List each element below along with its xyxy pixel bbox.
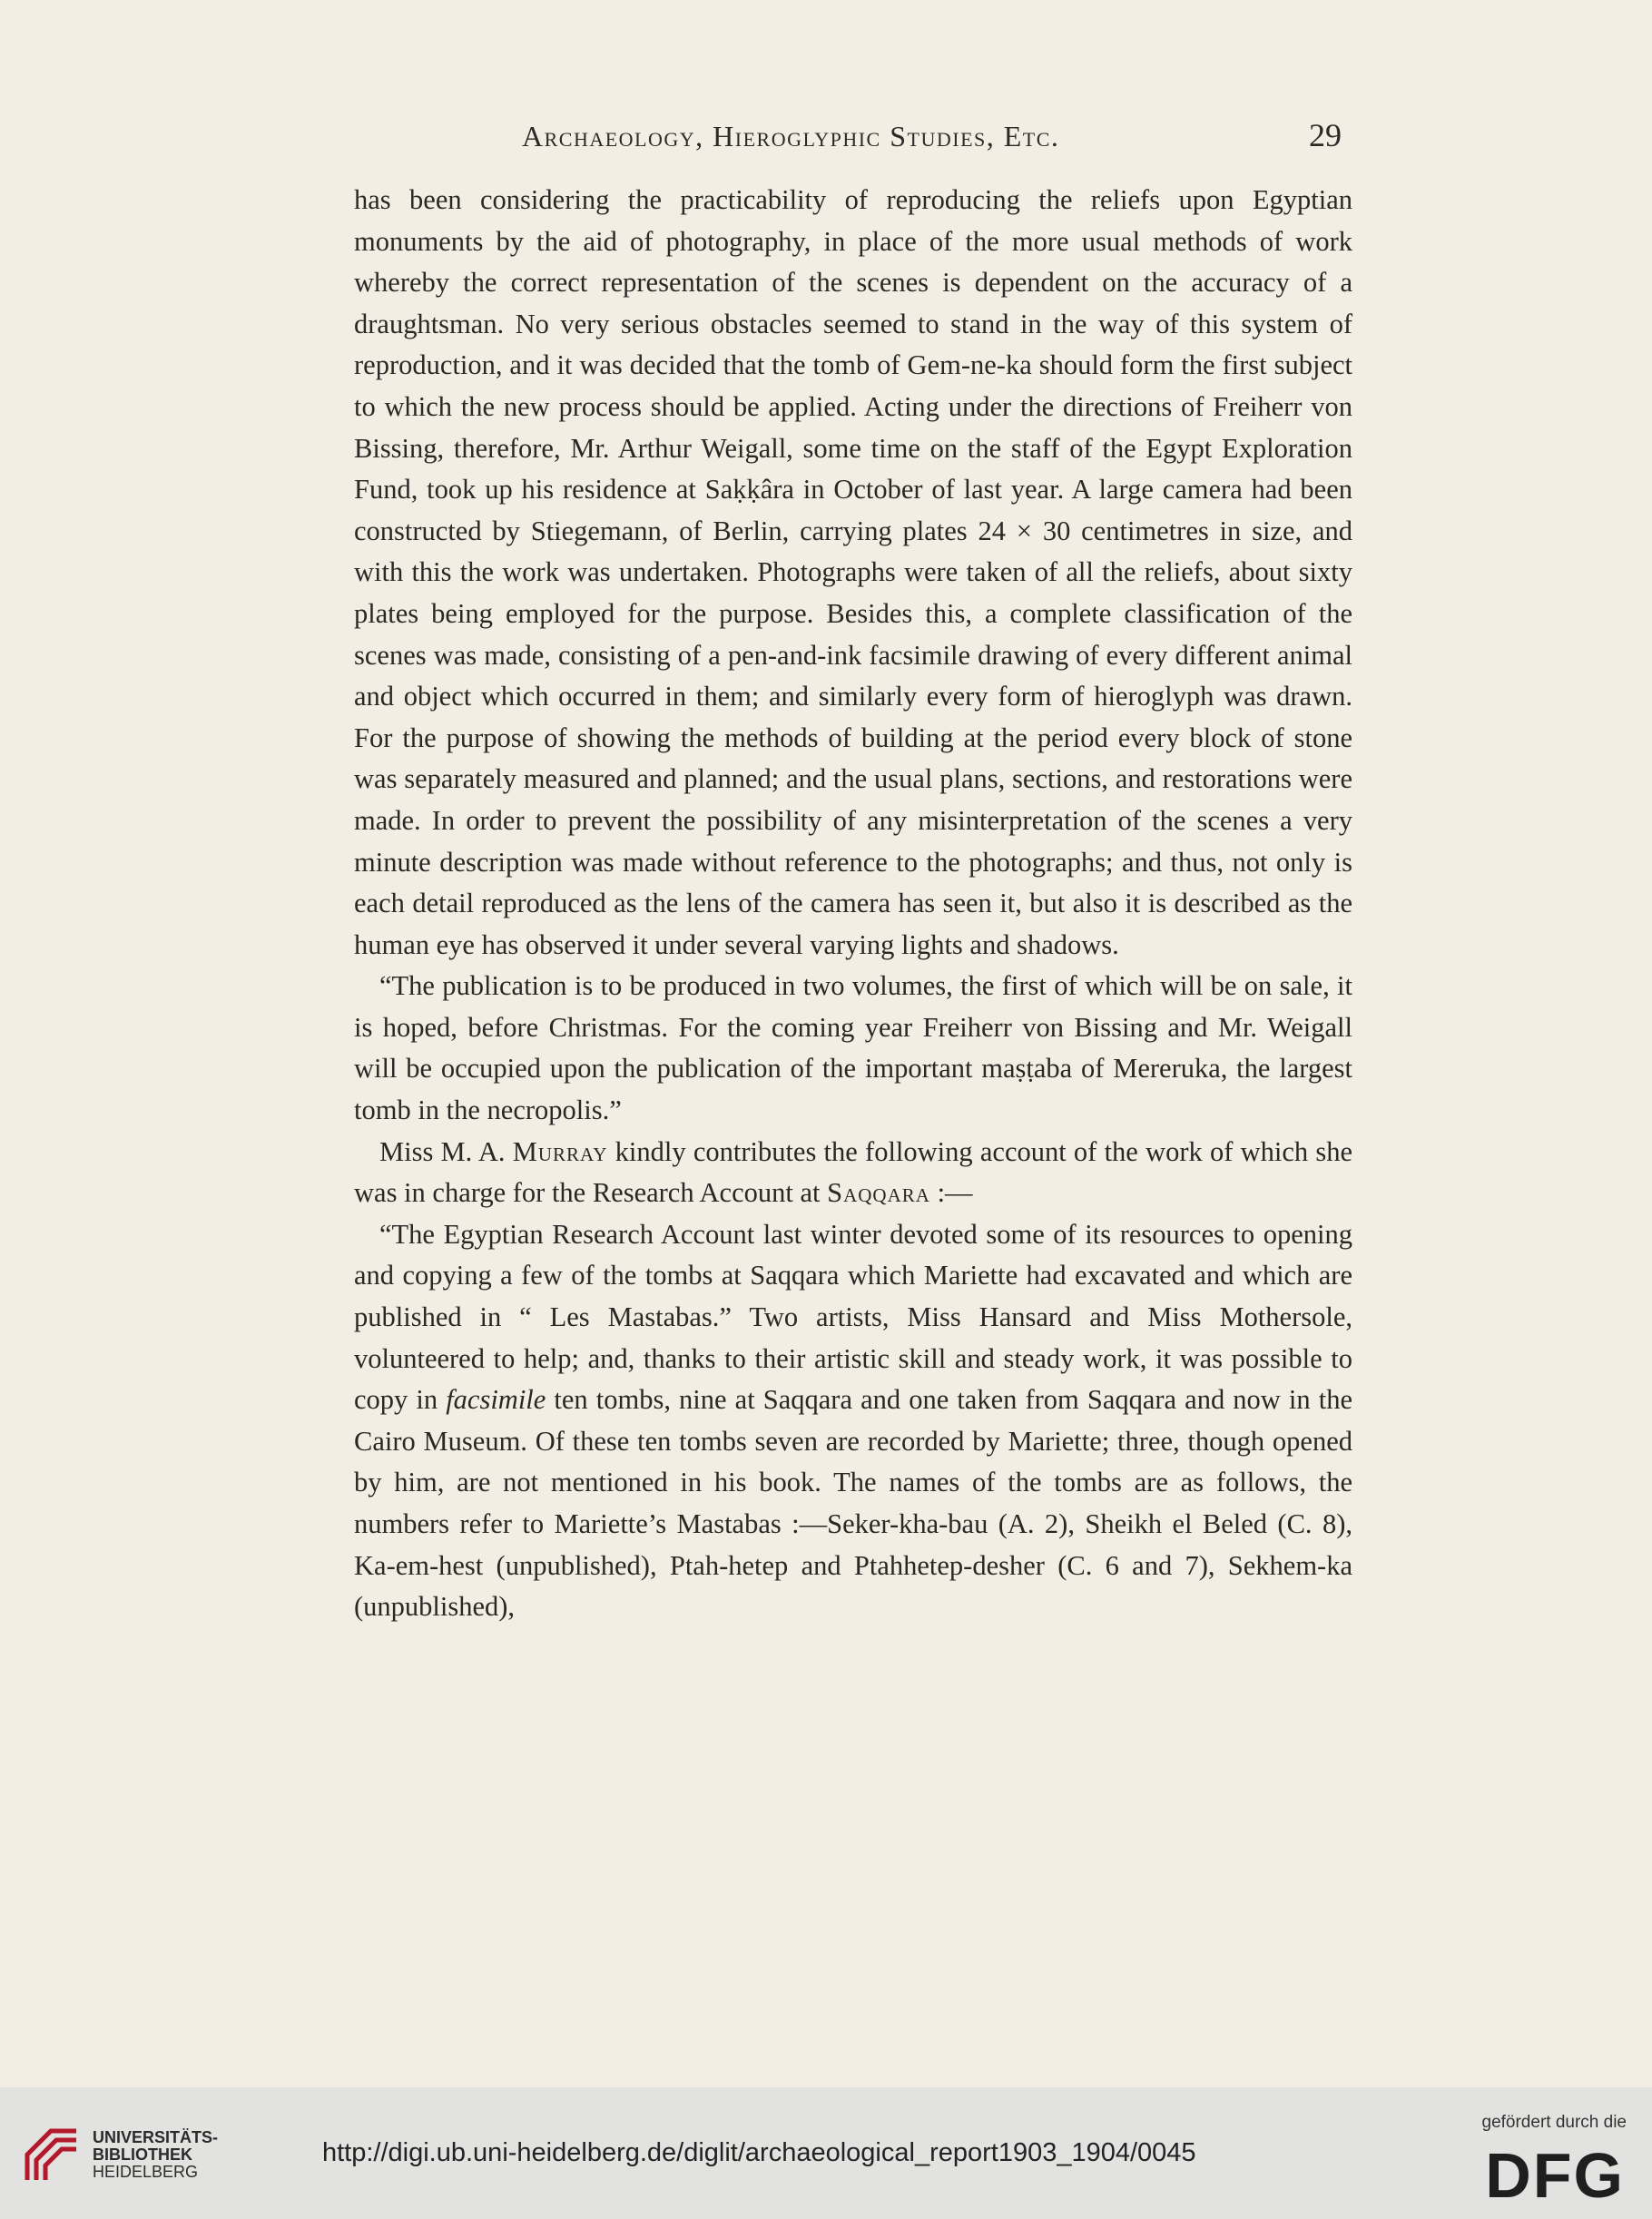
- library-name-line-1: UNIVERSITÄTS-: [93, 2128, 219, 2146]
- paragraph-3: [354, 1132, 1352, 1214]
- library-name[interactable]: [93, 2129, 218, 2181]
- italic-term: facsimile: [446, 1384, 546, 1416]
- funded-by-label: gefördert durch die: [1481, 2113, 1627, 2132]
- library-name-line-3: HEIDELBERG: [93, 2163, 199, 2181]
- library-name-line-2: BIBLIOTHEK: [93, 2145, 192, 2164]
- body-text: [354, 180, 1352, 1628]
- paragraph-2: “The publication is to be produced in two volumes, the first of which will be on sale, it is hoped, before Christmas. For the coming year Freiherr von Bissing and Mr. Weigall will be occupied upon the publication of the important maṣṭaba of Mereruka, the largest tomb in the necropolis.”: [354, 970, 1352, 1126]
- paragraph-3-text-a: Miss M. A.: [379, 1135, 513, 1167]
- university-library-logo-icon[interactable]: [20, 2124, 84, 2187]
- page-number: 29: [1309, 117, 1342, 153]
- running-title: Archaeology, Hieroglyphic Studies, Etc.: [522, 120, 1060, 152]
- paragraph-4-text-a: “The Egyptian Research Account last winter devoted some of its resources to opening and copying a few of the tombs at Saqqara which Mariette had excavated and which are published in “ Les Mastabas.” Two artists, Miss Hansard and Miss Mothersole, volunteered to help; and, thanks to their artistic skill and steady work, it was possible to copy in: [354, 1218, 1352, 1416]
- permalink-url[interactable]: http://digi.ub.uni-heidelberg.de/diglit/archaeological_report1903_1904/0045: [322, 2138, 1196, 2167]
- paragraph-1: has been considering the practicability of reproducing the reliefs upon Egyptian monuments by the aid of photography, in place of the more usual methods of work whereby the correct representation of the scenes is dependent on the accuracy of a draughtsman. No very serious obstacles seemed to stand in the way of this system of reproduction, and it was decided that the tomb of Gem-ne-ka should form the first subject to which the new process should be applied. Acting under the directions of Freiherr von Bissing, therefore, Mr. Arthur Weigall, some time on the staff of the Egypt Exploration Fund, took up his residence at Saḳḳâra in October of last year. A large camera had been constructed by Stiegemann, of Berlin, carrying plates 24 × 30 centimetres in size, and with this the work was undertaken. Photographs were taken of all the reliefs, about sixty plates being employed for the purpose. Besides this, a complete classification of the scenes was made, consisting of a pen-and-ink facsimile drawing of every different animal and object which occurred in them; and similarly every form of hieroglyph was drawn. For the purpose of showing the methods of building at the period every block of stone was separately measured and planned; and the usual plans, sections, and restorations were made. In order to prevent the possibility of any misinterpretation of the scenes a very minute description was made without reference to the photographs; and thus, not only is each detail reproduced as the lens of the camera has seen it, but also it is described as the human eye has observed it under several varying lights and shadows.: [354, 184, 1352, 960]
- dfg-logo[interactable]: DFG: [1485, 2140, 1625, 2211]
- place-name: Saqqara: [827, 1177, 930, 1209]
- paragraph-4: [354, 1214, 1352, 1628]
- paragraph-3-text-c: :—: [929, 1177, 973, 1209]
- author-name: Murray: [512, 1135, 608, 1167]
- paragraph-3-text-b: kindly contributes the following account of the work of which she was in charge for the Research Account at: [354, 1135, 1353, 1209]
- viewer-footer: [0, 2087, 1652, 2219]
- paragraph-4-text-b: ten tombs, nine at Saqqara and one taken from Saqqara and now in the Cairo Museum. Of these ten tombs seven are recorded by Mariette; three, though opened by him, are not mentioned in his book. The names of the tombs are as follows, the numbers refer to Mariette’s Mastabas :—Seker-kha-bau (A. 2), Sheikh el Beled (C. 8), Ka-em-hest (unpublished), Ptah-hetep and Ptahhetep-desher (C. 6 and 7), Sekhem-ka (unpublished),: [354, 1384, 1352, 1623]
